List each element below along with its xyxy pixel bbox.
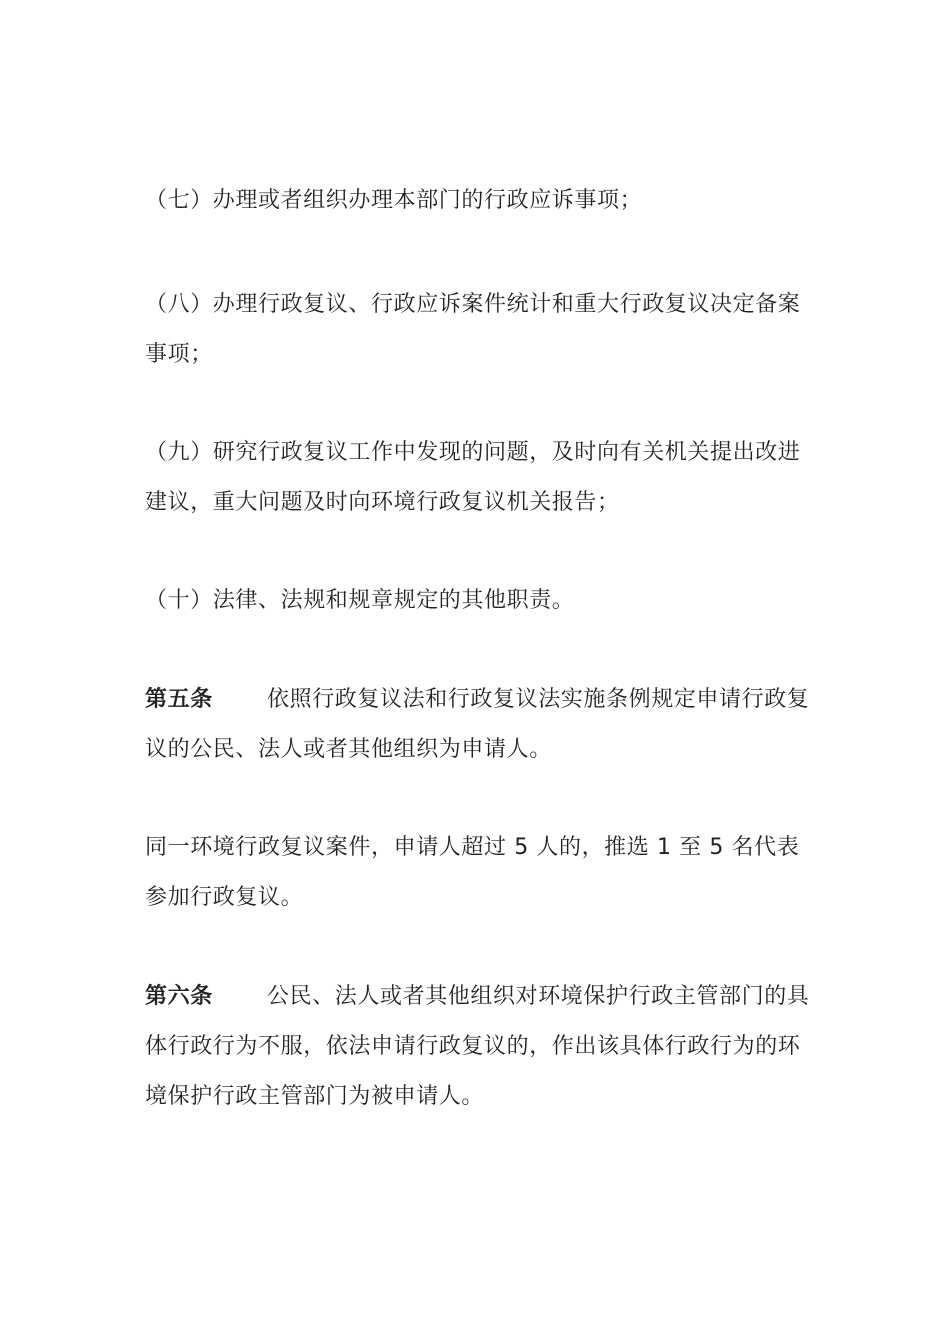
item-9-paragraph: （九）研究行政复议工作中发现的问题，及时向有关机关提出改进建议，重大问题及时向环境行政复议机关报告； (145, 440, 801, 515)
item-8-paragraph: （八）办理行政复议、行政应诉案件统计和重大行政复议决定备案事项； (145, 292, 801, 367)
article-6-number: 第六条 (145, 984, 213, 1009)
article-5-text: 依照行政复议法和行政复议法实施条例规定申请行政复议的公民、法人或者其他组织为申请人。 (145, 687, 810, 762)
item-7-paragraph: （七）办理或者组织办理本部门的行政应诉事项； (145, 188, 643, 213)
article-5-paragraph (145, 675, 815, 775)
article-5-number: 第五条 (145, 687, 213, 712)
article-6-text: 公民、法人或者其他组织对环境保护行政主管部门的具体行政行为不服，依法申请行政复议的，作出该具体行政行为的环境保护行政主管部门为被申请人。 (145, 984, 810, 1109)
article-6-paragraph (145, 972, 815, 1122)
article-5-extra-paragraph: 同一环境行政复议案件，申请人超过 5 人的，推选 1 至 5 名代表参加行政复议。 (145, 835, 800, 910)
item-10-paragraph: （十）法律、法规和规章规定的其他职责。 (145, 588, 575, 613)
